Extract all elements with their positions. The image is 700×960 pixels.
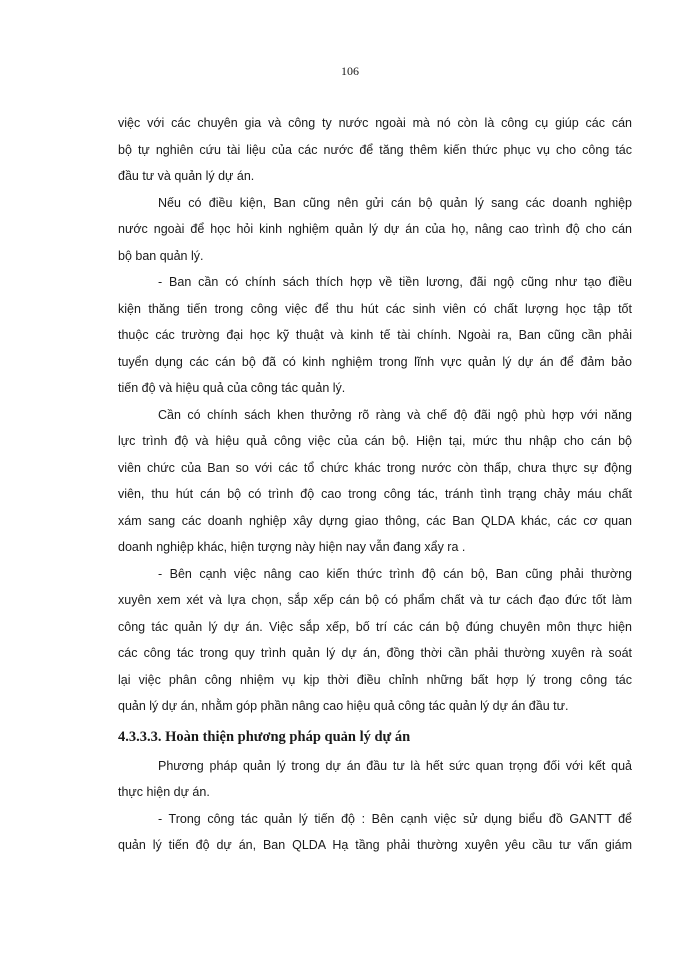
text-line: việc với các chuyên gia và công ty nước ngoài mà nó còn là công cụ giúp các cán — [118, 116, 632, 130]
text-line: viên, thu hút cán bộ có trình độ cao trong công tác, tránh tình trạng chảy máu chất — [118, 487, 632, 501]
page-number: 106 — [341, 64, 359, 78]
text-line: xuyên xem xét và lựa chọn, sắp xếp cán bộ có phẩm chất và tư cách đạo đức tốt làm — [118, 593, 632, 607]
text-line: quản lý dự án, nhằm góp phần nâng cao hiệu quả công tác quản lý dự án đầu tư. — [118, 699, 569, 713]
text-line: viên chức của Ban so với các tổ chức khác trong nước còn thấp, chưa thực sự động — [118, 460, 632, 475]
text-line: kiện thăng tiến trong công việc để thu hút các sinh viên có chất lượng học tập tốt — [118, 301, 632, 316]
text-line: quản lý tiến độ dự án, Ban QLDA Hạ tầng phải thường xuyên yêu cầu tư vấn giám — [118, 838, 632, 852]
text-line: doanh nghiệp khác, hiện tượng này hiện nay vẫn đang xẩy ra . — [118, 540, 466, 554]
paragraphs-after-heading — [118, 753, 632, 859]
text-line: lực trình độ và hiệu quả công việc của cán bộ. Hiện tại, mức thu nhập cho cán bộ — [118, 434, 632, 448]
section-heading: 4.3.3.3. Hoàn thiện phương pháp quản lý dự án — [118, 728, 411, 745]
text-line: tiến độ và hiệu quả của công tác quản lý. — [118, 381, 346, 395]
text-line: - Trong công tác quản lý tiến độ : Bên cạnh việc sử dụng biểu đồ GANTT để — [158, 811, 632, 826]
document-body — [118, 110, 632, 859]
text-line: thuộc các trường đại học kỹ thuật và kinh tế tài chính. Ngoài ra, Ban cũng cần phải — [118, 328, 632, 342]
text-line: lại việc phân công nhiệm vụ kịp thời điều chỉnh những bất hợp lý trong công tác — [118, 672, 632, 687]
text-line: Cần có chính sách khen thưởng rõ ràng và chế độ đãi ngộ phù hợp với năng — [158, 407, 632, 422]
text-line: tuyển dụng các cán bộ đã có kinh nghiệm trong lĩnh vực quản lý dự án để đảm bảo — [118, 354, 632, 369]
text-line: công tác quản lý dự án. Việc sắp xếp, bố trí các cán bộ đúng chuyên môn thực hiện — [118, 619, 632, 634]
text-line: nước ngoài để học hỏi kinh nghiệm quản lý dự án của họ, nâng cao trình độ cho cán — [118, 222, 632, 236]
text-line: Phương pháp quản lý trong dự án đầu tư là hết sức quan trọng đối với kết quả — [158, 758, 632, 773]
paragraphs-before-heading — [118, 110, 632, 720]
text-line: xám sang các doanh nghiệp xây dựng giao thông, các Ban QLDA khác, các cơ quan — [118, 513, 632, 528]
text-line: - Ban cần có chính sách thích hợp về tiền lương, đãi ngộ cũng như tạo điều — [158, 275, 632, 289]
text-line: các công tác trong quy trình quản lý dự án, đồng thời cần phải thường xuyên rà soát — [118, 646, 632, 660]
text-line: - Bên cạnh việc nâng cao kiến thức trình độ cán bộ, Ban cũng phải thường — [158, 566, 632, 581]
text-line: thực hiện dự án. — [118, 785, 210, 799]
text-line: Nếu có điều kiện, Ban cũng nên gửi cán bộ quản lý sang các doanh nghiệp — [158, 195, 632, 210]
text-line: đầu tư và quản lý dự án. — [118, 169, 255, 183]
text-line: bộ tự nghiên cứu tài liệu của các nước để tăng thêm kiến thức phục vụ cho công tác — [118, 142, 632, 157]
text-line: bộ ban quản lý. — [118, 248, 204, 263]
